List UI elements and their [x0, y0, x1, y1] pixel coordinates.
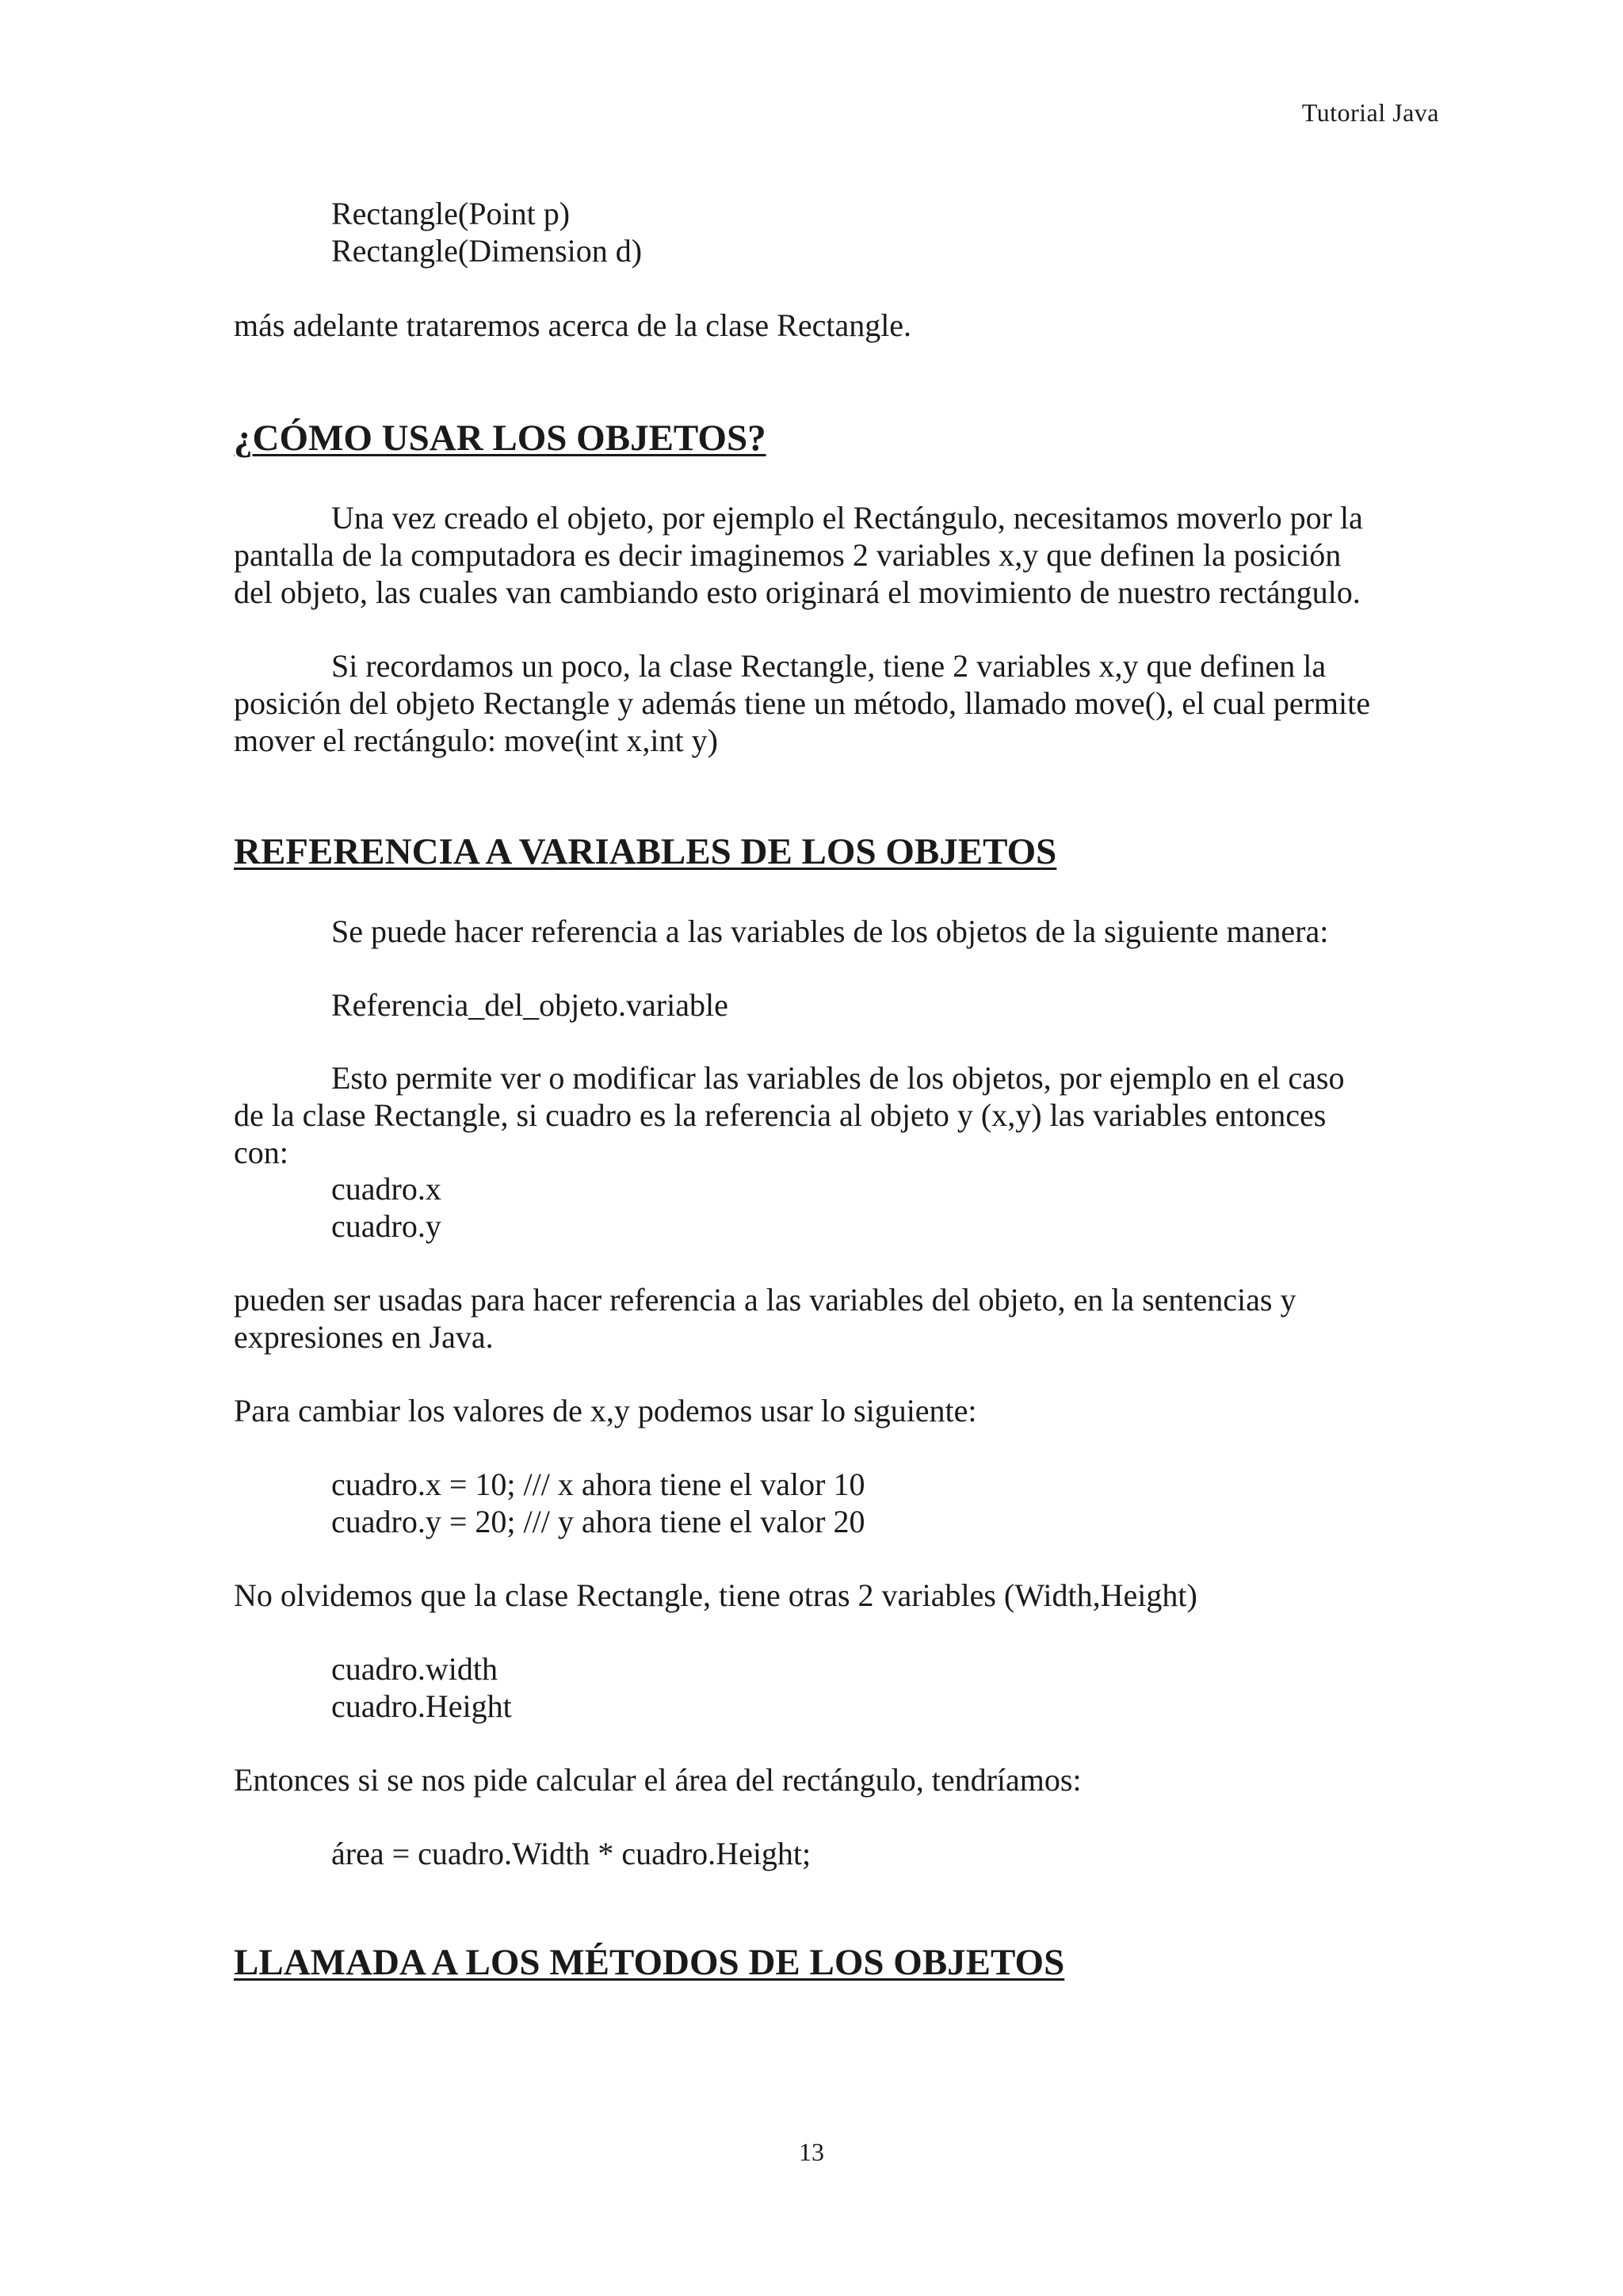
code-line: cuadro.y [331, 1208, 441, 1244]
paragraph-line: del objeto, las cuales van cambiando esto originará el movimiento de nuestro rectángulo. [234, 574, 1361, 610]
code-line: cuadro.y = 20; /// y ahora tiene el valor 20 [331, 1504, 865, 1539]
paragraph-line: Para cambiar los valores de x,y podemos usar lo siguiente: [234, 1393, 977, 1428]
paragraph-line: expresiones en Java. [234, 1319, 494, 1355]
code-line: Rectangle(Dimension d) [331, 233, 643, 269]
paragraph-line: Esto permite ver o modificar las variables de los objetos, por ejemplo en el caso [331, 1060, 1345, 1096]
paragraph-line: de la clase Rectangle, si cuadro es la referencia al objeto y (x,y) las variables entonces [234, 1097, 1327, 1133]
page-number: 13 [799, 2138, 824, 2166]
code-line: área = cuadro.Width * cuadro.Height; [331, 1836, 812, 1871]
code-line: Referencia_del_objeto.variable [331, 987, 728, 1023]
paragraph-line: Una vez creado el objeto, por ejemplo el Rectángulo, necesitamos moverlo por la [331, 500, 1363, 536]
code-line: Rectangle(Point p) [331, 196, 571, 231]
running-header: Tutorial Java [1301, 98, 1439, 127]
paragraph-line: Si recordamos un poco, la clase Rectangle, tiene 2 variables x,y que definen la [331, 648, 1327, 684]
paragraph-line: posición del objeto Rectangle y además tiene un método, llamado move(), el cual permite [234, 685, 1370, 721]
paragraph-line: No olvidemos que la clase Rectangle, tiene otras 2 variables (Width,Height) [234, 1577, 1197, 1613]
paragraph-line: pueden ser usadas para hacer referencia a las variables del objeto, en la sentencias y [234, 1282, 1296, 1318]
paragraph-line: Se puede hacer referencia a las variables de los objetos de la siguiente manera: [331, 913, 1329, 949]
section-heading: LLAMADA A LOS MÉTODOS DE LOS OBJETOS [234, 1942, 1065, 1983]
code-line: cuadro.x = 10; /// x ahora tiene el valor 10 [331, 1466, 865, 1502]
paragraph-line: mover el rectángulo: move(int x,int y) [234, 723, 718, 758]
paragraph-line: Entonces si se nos pide calcular el área del rectángulo, tendríamos: [234, 1762, 1082, 1798]
paragraph-line: pantalla de la computadora es decir imaginemos 2 variables x,y que definen la posición [234, 537, 1342, 573]
code-line: cuadro.x [331, 1171, 441, 1207]
paragraph-line: más adelante trataremos acerca de la clase Rectangle. [234, 307, 912, 343]
code-line: cuadro.width [331, 1651, 498, 1687]
section-heading: REFERENCIA A VARIABLES DE LOS OBJETOS [234, 831, 1057, 872]
section-heading: ¿CÓMO USAR LOS OBJETOS? [234, 418, 766, 459]
code-line: cuadro.Height [331, 1688, 512, 1724]
paragraph-line: con: [234, 1135, 288, 1170]
